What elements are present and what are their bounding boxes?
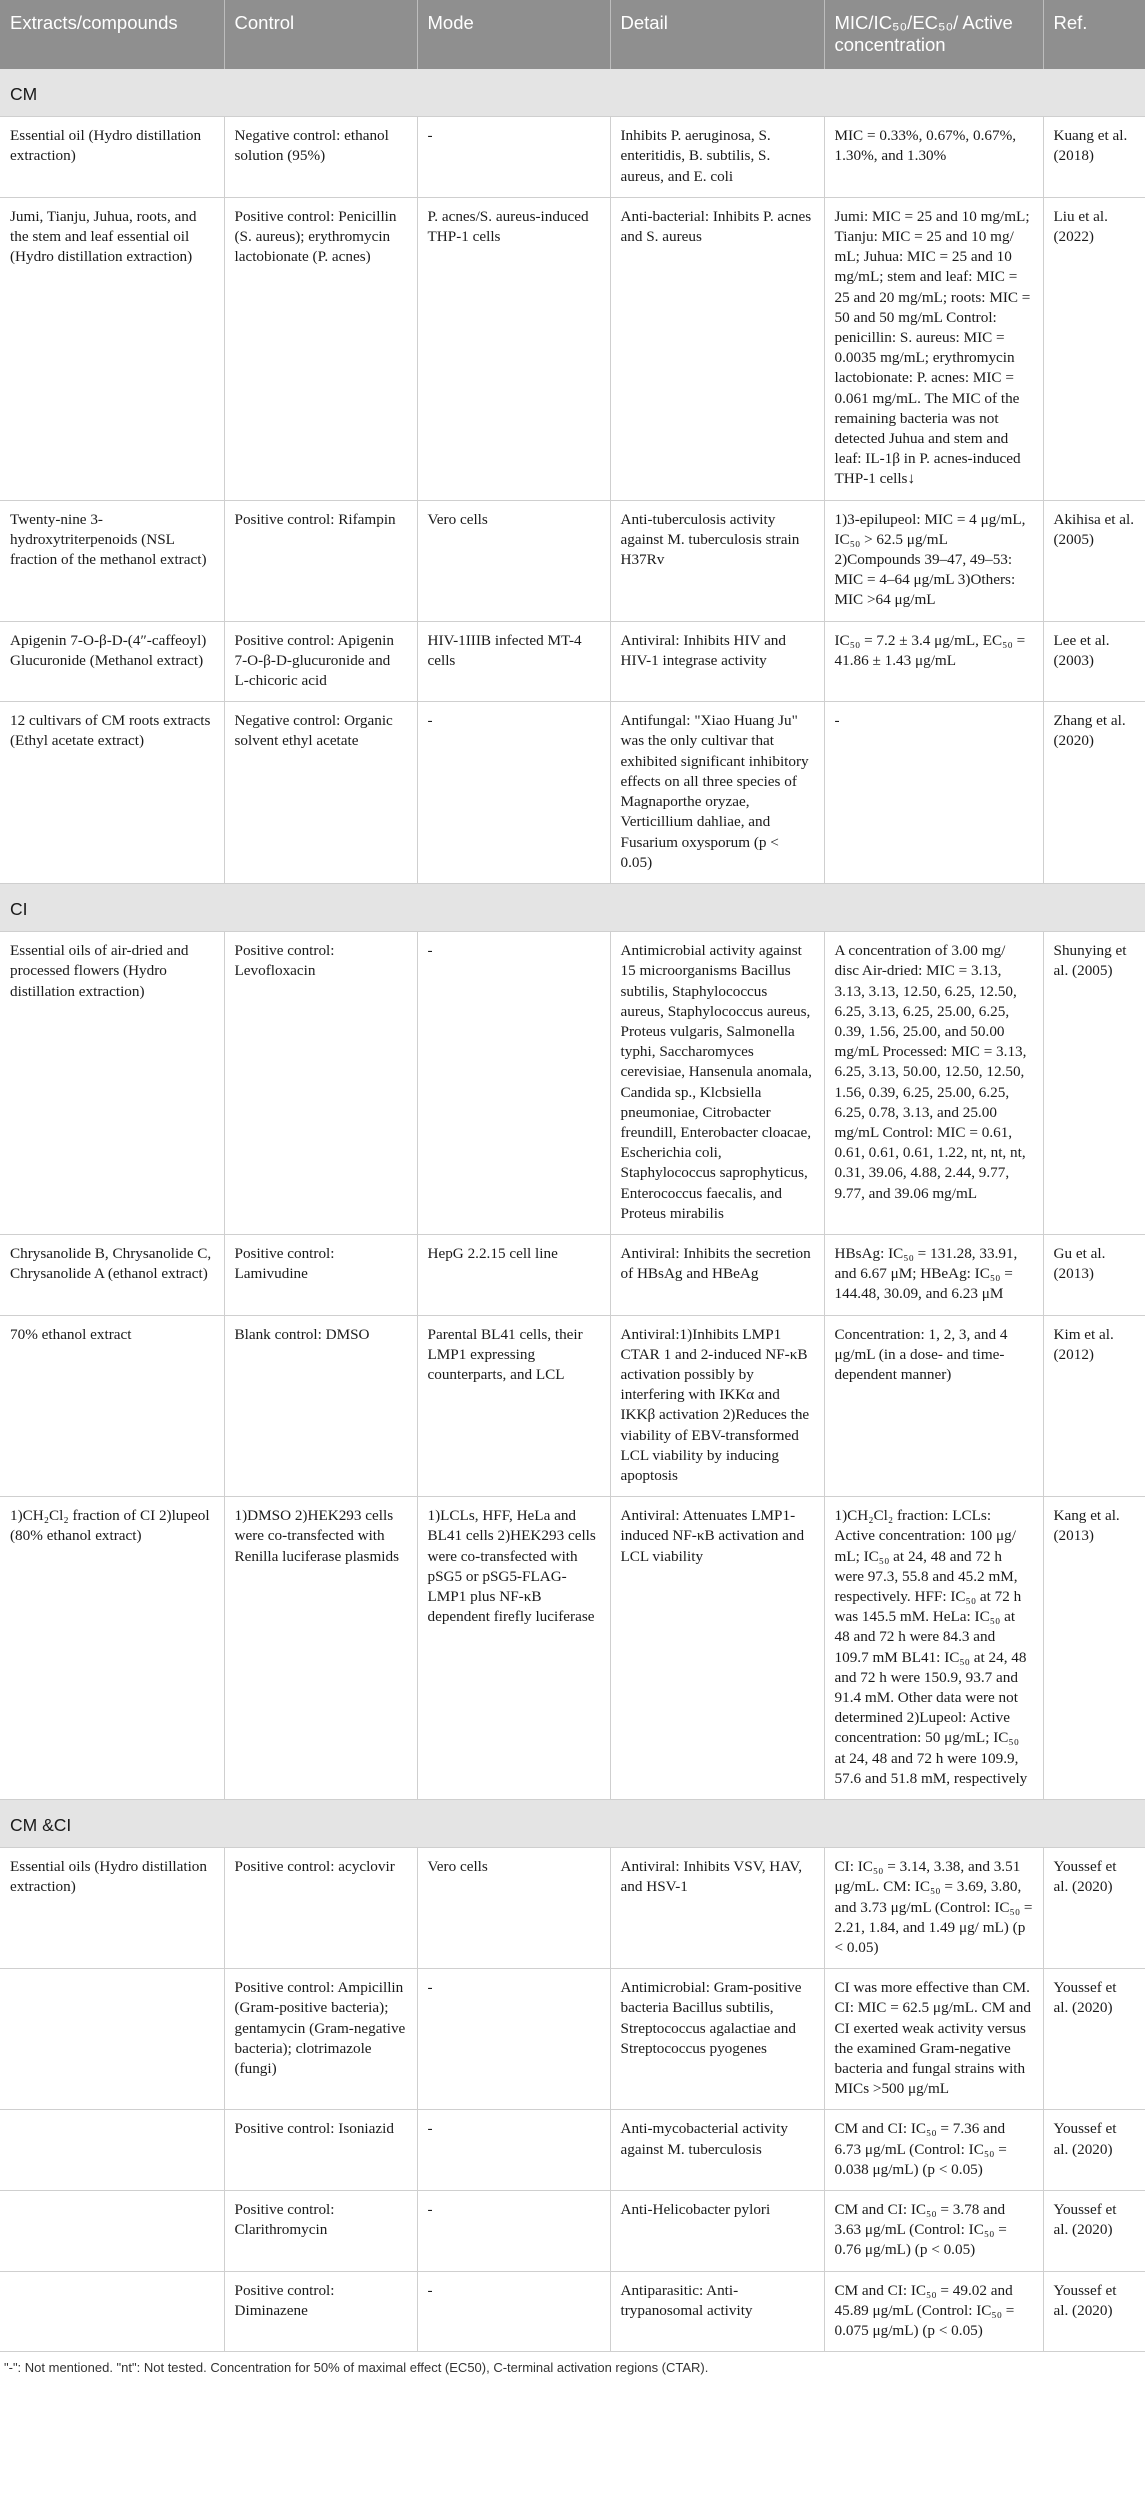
detail-cell: Antimicrobial activity against 15 microorganisms Bacillus subtilis, Staphylococcus aureus, Staphylococcus aureus, Proteus vulgaris, Salmonella typhi, Saccharomyces cerevisiae, Hansenula anomala, Candida sp., Klcbsiella pneumoniae, Citrobacter freundill, Enterobacter cloacae, Escherichia coli, Staphylococcus saprophyticus, Enterococcus faecalis, and Proteus mirabilis bbox=[610, 932, 824, 1235]
concentration-cell: CM and CI: IC₅₀ = 49.02 and 45.89 μg/mL (Control: IC₅₀ = 0.075 μg/mL) (p < 0.05) bbox=[824, 2271, 1043, 2352]
detail-cell: Antiviral:1)Inhibits LMP1 CTAR 1 and 2-induced NF-κB activation possibly by interfering with IKKα and IKKβ activation 2)Reduces the viability of EBV-transformed LCL viability by inducing apoptosis bbox=[610, 1315, 824, 1497]
ref-cell: Youssef et al. (2020) bbox=[1043, 1848, 1145, 1969]
concentration-cell: Jumi: MIC = 25 and 10 mg/mL; Tianju: MIC = 25 and 10 mg/ mL; Juhua: MIC = 25 and 10 mg/mL; stem and leaf: MIC = 25 and 20 mg/mL; roots: MIC = 50 and 50 mg/mL Control: penicillin: S. aureus: MIC = 0.0035 mg/mL; erythromycin lactobionate: P. acnes: MIC = 0.061 mg/mL. The MIC of the remaining bacteria was not detected Juhua and stem and leaf: IL-1β in P. acnes-induced THP-1 cells↓ bbox=[824, 197, 1043, 500]
ref-cell: Lee et al. (2003) bbox=[1043, 621, 1145, 702]
section-title: CI bbox=[0, 883, 1145, 931]
extracts-cell: 70% ethanol extract bbox=[0, 1315, 224, 1497]
concentration-cell: CI: IC₅₀ = 3.14, 3.38, and 3.51 μg/mL. CM: IC₅₀ = 3.69, 3.80, and 3.73 μg/mL (Control: IC₅₀ = 2.21, 1.84, and 1.49 μg/ mL) (p < 0.05) bbox=[824, 1848, 1043, 1969]
table-row bbox=[0, 2191, 1145, 2272]
mode-cell: - bbox=[417, 932, 610, 1235]
table-row bbox=[0, 1497, 1145, 1800]
ref-cell: Kuang et al. (2018) bbox=[1043, 117, 1145, 198]
mode-cell: - bbox=[417, 117, 610, 198]
table-row bbox=[0, 1234, 1145, 1315]
extracts-cell bbox=[0, 1969, 224, 2110]
extracts-cell: Apigenin 7-O-β-D-(4″-caffeoyl) Glucuronide (Methanol extract) bbox=[0, 621, 224, 702]
col-header-extracts: Extracts/compounds bbox=[0, 0, 224, 69]
col-header-control: Control bbox=[224, 0, 417, 69]
mode-cell: - bbox=[417, 2110, 610, 2191]
detail-cell: Anti-mycobacterial activity against M. tuberculosis bbox=[610, 2110, 824, 2191]
extracts-cell: Essential oil (Hydro distillation extraction) bbox=[0, 117, 224, 198]
concentration-cell: A concentration of 3.00 mg/ disc Air-dried: MIC = 3.13, 3.13, 3.13, 12.50, 6.25, 12.50, 6.25, 3.13, 6.25, 25.00, 6.25, 0.39, 1.56, 25.00, and 50.00 mg/mL Processed: MIC = 3.13, 6.25, 3.13, 50.00, 12.50, 12.50, 1.56, 0.39, 6.25, 25.00, 6.25, 6.25, 0.78, 3.13, and 25.00 mg/mL Control: MIC = 0.61, 0.61, 0.61, 0.61, 1.22, nt, nt, nt, 0.31, 39.06, 4.88, 2.44, 9.77, 9.77, and 39.06 mg/mL bbox=[824, 932, 1043, 1235]
concentration-cell: 1)CH₂Cl₂ fraction: LCLs: Active concentration: 100 μg/ mL; IC₅₀ at 24, 48 and 72 h were 97.3, 55.8 and 45.2 mM, respectively. HFF: IC₅₀ at 72 h was 145.5 mM. HeLa: IC₅₀ at 48 and 72 h were 84.3 and 109.7 mM BL41: IC₅₀ at 24, 48 and 72 h were 150.9, 93.7 and 91.4 mM. Other data were not determined 2)Lupeol: Active concentration: 50 μg/mL; IC₅₀ at 24, 48 and 72 h were 109.9, 57.6 and 51.8 mM, respectively bbox=[824, 1497, 1043, 1800]
section-title: CM &CI bbox=[0, 1800, 1145, 1848]
table-row bbox=[0, 1848, 1145, 1969]
control-cell: Blank control: DMSO bbox=[224, 1315, 417, 1497]
ref-cell: Youssef et al. (2020) bbox=[1043, 1969, 1145, 2110]
detail-cell: Anti-Helicobacter pylori bbox=[610, 2191, 824, 2272]
detail-cell: Antiviral: Inhibits VSV, HAV, and HSV-1 bbox=[610, 1848, 824, 1969]
control-cell: Positive control: Lamivudine bbox=[224, 1234, 417, 1315]
extracts-cell: Essential oils (Hydro distillation extraction) bbox=[0, 1848, 224, 1969]
extracts-cell: Jumi, Tianju, Juhua, roots, and the stem and leaf essential oil (Hydro distillation extraction) bbox=[0, 197, 224, 500]
detail-cell: Antifungal: "Xiao Huang Ju" was the only cultivar that exhibited significant inhibitory effects on all three species of Magnaporthe oryzae, Verticillium dahliae, and Fusarium oxysporum (p < 0.05) bbox=[610, 702, 824, 884]
control-cell: Positive control: Clarithromycin bbox=[224, 2191, 417, 2272]
control-cell: Negative control: ethanol solution (95%) bbox=[224, 117, 417, 198]
control-cell: Negative control: Organic solvent ethyl acetate bbox=[224, 702, 417, 884]
mode-cell: - bbox=[417, 2271, 610, 2352]
table-row bbox=[0, 702, 1145, 884]
mode-cell: HIV-1IIIB infected MT-4 cells bbox=[417, 621, 610, 702]
control-cell: Positive control: Ampicillin (Gram-positive bacteria); gentamycin (Gram-negative bacteria); clotrimazole (fungi) bbox=[224, 1969, 417, 2110]
concentration-cell: 1)3-epilupeol: MIC = 4 μg/mL, IC₅₀ > 62.5 μg/mL 2)Compounds 39–47, 49–53: MIC = 4–64 μg/mL 3)Others: MIC >64 μg/mL bbox=[824, 500, 1043, 621]
section-row bbox=[0, 883, 1145, 931]
control-cell: Positive control: Diminazene bbox=[224, 2271, 417, 2352]
concentration-cell: CI was more effective than CM. CI: MIC = 62.5 μg/mL. CM and CI exerted weak activity versus the examined Gram-negative bacteria and fungal strains with MICs >500 μg/mL bbox=[824, 1969, 1043, 2110]
ref-cell: Liu et al. (2022) bbox=[1043, 197, 1145, 500]
extracts-cell: 12 cultivars of CM roots extracts (Ethyl acetate extract) bbox=[0, 702, 224, 884]
detail-cell: Antimicrobial: Gram-positive bacteria Bacillus subtilis, Streptococcus agalactiae and Streptococcus pyogenes bbox=[610, 1969, 824, 2110]
table-row bbox=[0, 621, 1145, 702]
extracts-cell bbox=[0, 2271, 224, 2352]
header-row bbox=[0, 0, 1145, 69]
section-row bbox=[0, 69, 1145, 117]
mode-cell: Vero cells bbox=[417, 1848, 610, 1969]
extracts-cell: Twenty-nine 3-hydroxytriterpenoids (NSL fraction of the methanol extract) bbox=[0, 500, 224, 621]
ref-cell: Akihisa et al. (2005) bbox=[1043, 500, 1145, 621]
concentration-cell: IC₅₀ = 7.2 ± 3.4 μg/mL, EC₅₀ = 41.86 ± 1.43 μg/mL bbox=[824, 621, 1043, 702]
concentration-cell: - bbox=[824, 702, 1043, 884]
table-row bbox=[0, 500, 1145, 621]
extracts-cell: Essential oils of air-dried and processed flowers (Hydro distillation extraction) bbox=[0, 932, 224, 1235]
ref-cell: Zhang et al. (2020) bbox=[1043, 702, 1145, 884]
control-cell: 1)DMSO 2)HEK293 cells were co-transfected with Renilla luciferase plasmids bbox=[224, 1497, 417, 1800]
detail-cell: Anti-tuberculosis activity against M. tuberculosis strain H37Rv bbox=[610, 500, 824, 621]
control-cell: Positive control: acyclovir bbox=[224, 1848, 417, 1969]
table-header bbox=[0, 0, 1145, 69]
section-row bbox=[0, 1800, 1145, 1848]
section-title: CM bbox=[0, 69, 1145, 117]
col-header-mode: Mode bbox=[417, 0, 610, 69]
ref-cell: Kang et al. (2013) bbox=[1043, 1497, 1145, 1800]
detail-cell: Antiviral: Attenuates LMP1-induced NF-κB activation and LCL viability bbox=[610, 1497, 824, 1800]
extracts-cell: 1)CH₂Cl₂ fraction of CI 2)lupeol (80% ethanol extract) bbox=[0, 1497, 224, 1800]
table-row bbox=[0, 2110, 1145, 2191]
detail-cell: Antiviral: Inhibits the secretion of HBsAg and HBeAg bbox=[610, 1234, 824, 1315]
mode-cell: - bbox=[417, 1969, 610, 2110]
control-cell: Positive control: Rifampin bbox=[224, 500, 417, 621]
col-header-concentration: MIC/IC₅₀/EC₅₀/ Active concentration bbox=[824, 0, 1043, 69]
mode-cell: 1)LCLs, HFF, HeLa and BL41 cells 2)HEK293 cells were co-transfected with pSG5 or pSG5-FLAG-LMP1 plus NF-κB dependent firefly luciferase bbox=[417, 1497, 610, 1800]
ref-cell: Shunying et al. (2005) bbox=[1043, 932, 1145, 1235]
concentration-cell: MIC = 0.33%, 0.67%, 0.67%, 1.30%, and 1.30% bbox=[824, 117, 1043, 198]
table-body bbox=[0, 69, 1145, 2352]
ref-cell: Youssef et al. (2020) bbox=[1043, 2110, 1145, 2191]
control-cell: Positive control: Apigenin 7-O-β-D-glucuronide and L-chicoric acid bbox=[224, 621, 417, 702]
control-cell: Positive control: Penicillin (S. aureus); erythromycin lactobionate (P. acnes) bbox=[224, 197, 417, 500]
table-row bbox=[0, 197, 1145, 500]
mode-cell: Parental BL41 cells, their LMP1 expressing counterparts, and LCL bbox=[417, 1315, 610, 1497]
concentration-cell: CM and CI: IC₅₀ = 3.78 and 3.63 μg/mL (Control: IC₅₀ = 0.76 μg/mL) (p < 0.05) bbox=[824, 2191, 1043, 2272]
extracts-cell bbox=[0, 2110, 224, 2191]
table-row bbox=[0, 932, 1145, 1235]
mode-cell: - bbox=[417, 2191, 610, 2272]
col-header-ref: Ref. bbox=[1043, 0, 1145, 69]
concentration-cell: CM and CI: IC₅₀ = 7.36 and 6.73 μg/mL (Control: IC₅₀ = 0.038 μg/mL) (p < 0.05) bbox=[824, 2110, 1043, 2191]
detail-cell: Inhibits P. aeruginosa, S. enteritidis, B. subtilis, S. aureus, and E. coli bbox=[610, 117, 824, 198]
mode-cell: Vero cells bbox=[417, 500, 610, 621]
extracts-cell bbox=[0, 2191, 224, 2272]
control-cell: Positive control: Levofloxacin bbox=[224, 932, 417, 1235]
table-footnote: "-": Not mentioned. "nt": Not tested. Concentration for 50% of maximal effect (EC50), C-terminal activation regions (CTAR). bbox=[4, 2360, 709, 2376]
mode-cell: P. acnes/S. aureus-induced THP-1 cells bbox=[417, 197, 610, 500]
table-row bbox=[0, 1969, 1145, 2110]
col-header-detail: Detail bbox=[610, 0, 824, 69]
control-cell: Positive control: Isoniazid bbox=[224, 2110, 417, 2191]
ref-cell: Youssef et al. (2020) bbox=[1043, 2191, 1145, 2272]
extracts-cell: Chrysanolide B, Chrysanolide C, Chrysanolide A (ethanol extract) bbox=[0, 1234, 224, 1315]
ref-cell: Youssef et al. (2020) bbox=[1043, 2271, 1145, 2352]
mode-cell: - bbox=[417, 702, 610, 884]
table-row bbox=[0, 117, 1145, 198]
table-row bbox=[0, 2271, 1145, 2352]
detail-cell: Antiparasitic: Anti-trypanosomal activity bbox=[610, 2271, 824, 2352]
table-row bbox=[0, 1315, 1145, 1497]
concentration-cell: Concentration: 1, 2, 3, and 4 μg/mL (in a dose- and time-dependent manner) bbox=[824, 1315, 1043, 1497]
detail-cell: Antiviral: Inhibits HIV and HIV-1 integrase activity bbox=[610, 621, 824, 702]
mode-cell: HepG 2.2.15 cell line bbox=[417, 1234, 610, 1315]
ref-cell: Gu et al. (2013) bbox=[1043, 1234, 1145, 1315]
detail-cell: Anti-bacterial: Inhibits P. acnes and S. aureus bbox=[610, 197, 824, 500]
ref-cell: Kim et al. (2012) bbox=[1043, 1315, 1145, 1497]
concentration-cell: HBsAg: IC₅₀ = 131.28, 33.91, and 6.67 μM; HBeAg: IC₅₀ = 144.48, 30.09, and 6.23 μM bbox=[824, 1234, 1043, 1315]
